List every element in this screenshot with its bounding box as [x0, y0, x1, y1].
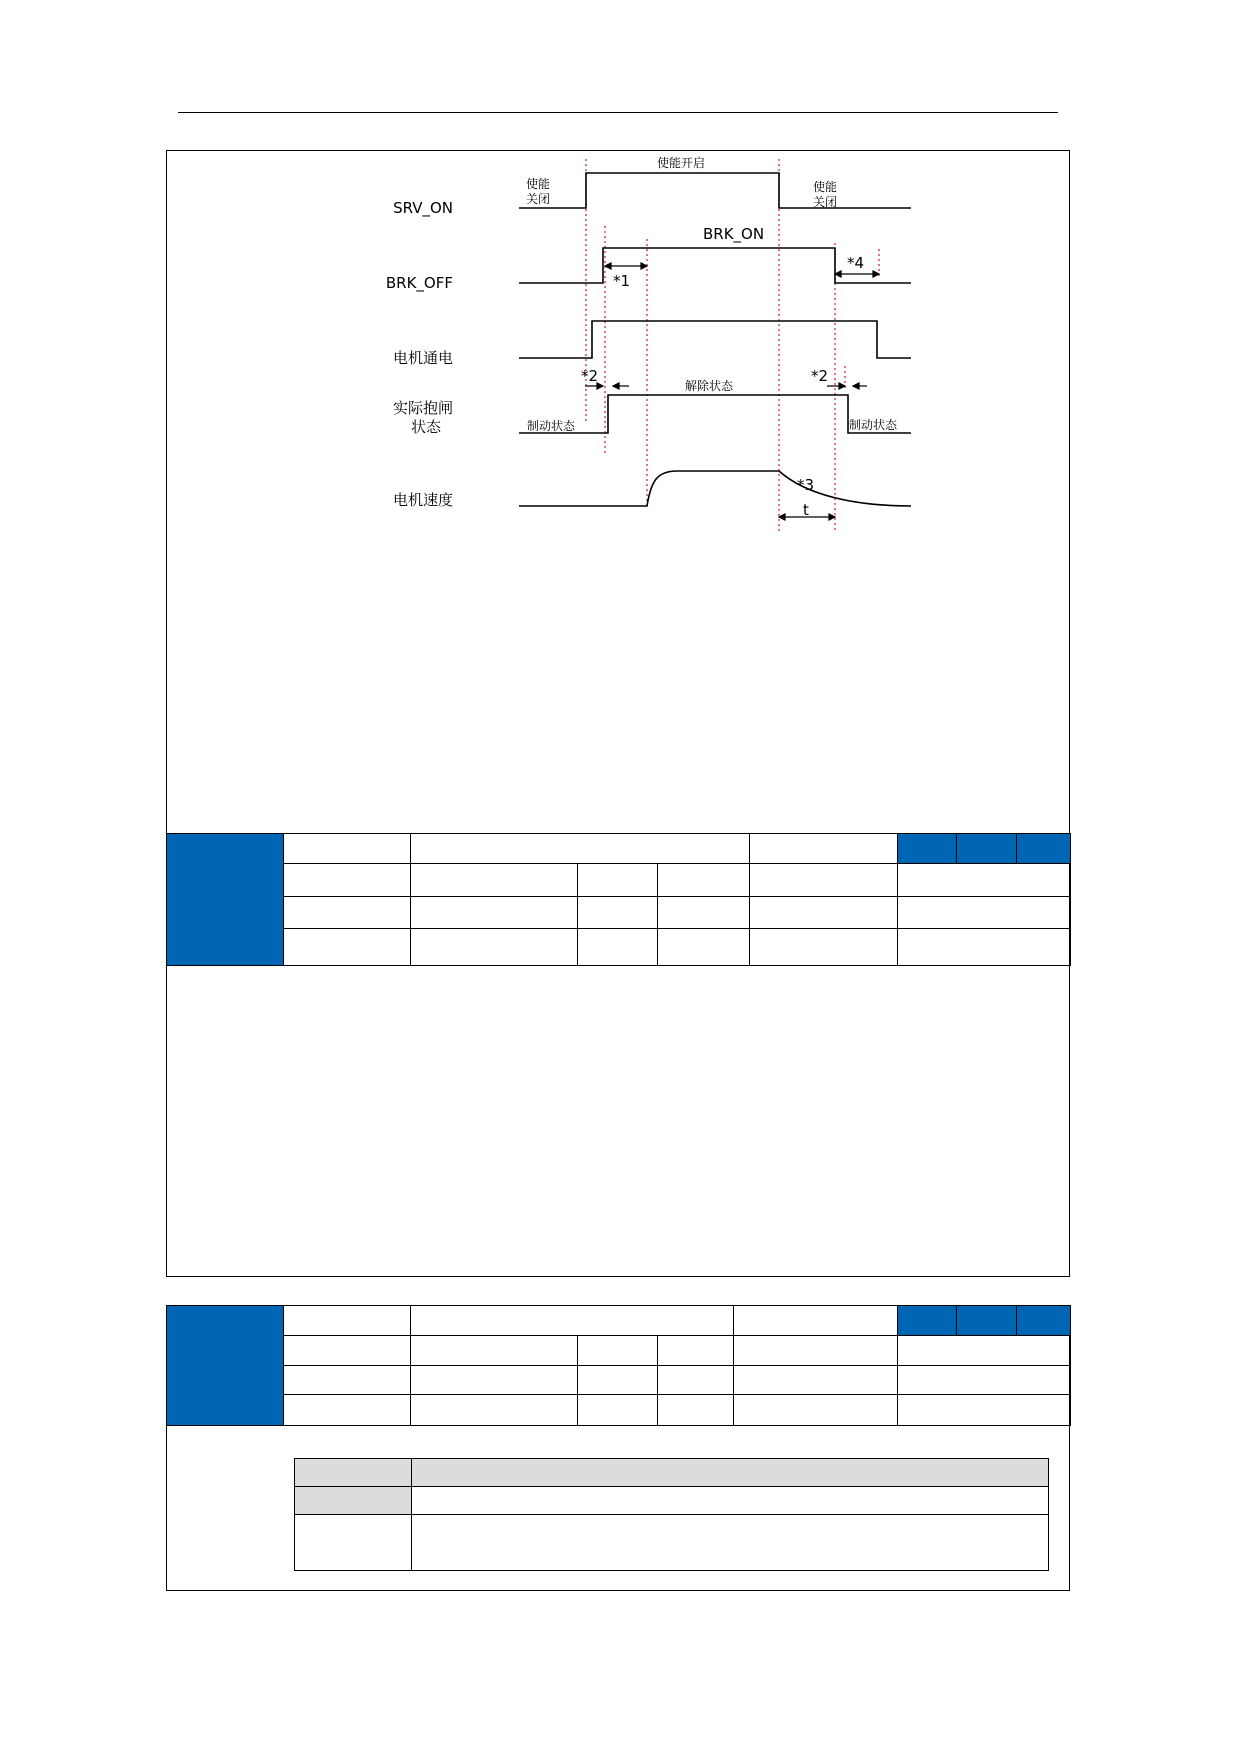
enable-off-right-line1: 使能	[813, 180, 838, 194]
table-cell	[898, 897, 1071, 929]
table-cell	[411, 834, 750, 864]
note-2-right-label: *2	[811, 367, 829, 385]
table-cell	[578, 1366, 658, 1395]
table-cell	[411, 1336, 578, 1366]
table-cell	[578, 1336, 658, 1366]
timing-guide-lines	[586, 159, 879, 531]
enable-off-left-line1: 使能	[526, 177, 551, 191]
table-cell	[898, 1395, 1071, 1426]
table-cell	[750, 897, 898, 929]
mode-flag-cell	[1017, 834, 1071, 864]
table-cell	[658, 929, 750, 966]
table-cell	[578, 929, 658, 966]
param-code-cell	[167, 1306, 284, 1426]
srv-on-waveform	[519, 173, 911, 208]
brake-state-right-label: 制动状态	[849, 418, 898, 432]
table-cell	[658, 864, 750, 897]
brk-on-label: BRK_ON	[703, 225, 765, 243]
table-cell	[284, 1306, 411, 1336]
table-cell	[284, 834, 411, 864]
brake-state-label-line1: 实际抱闸	[392, 399, 453, 417]
table-cell	[578, 1395, 658, 1426]
table-cell	[898, 929, 1071, 966]
table-cell	[898, 1366, 1071, 1395]
table-cell	[284, 897, 411, 929]
setting-desc-cell	[412, 1515, 1049, 1571]
table-cell	[284, 1395, 411, 1426]
setting-value-cell	[295, 1487, 412, 1515]
table-cell	[411, 1366, 578, 1395]
table-cell	[734, 1306, 898, 1336]
setting-header-cell	[295, 1459, 412, 1487]
header-rule	[178, 112, 1058, 113]
brake-state-label-line2: 状态	[410, 418, 441, 436]
table-cell	[411, 1395, 578, 1426]
table-cell	[658, 1366, 734, 1395]
setting-value-cell	[295, 1515, 412, 1571]
release-state-label: 解除状态	[685, 379, 734, 393]
mode-flag-cell	[957, 834, 1017, 864]
table-cell	[284, 864, 411, 897]
table-cell	[750, 834, 898, 864]
brake-state-left-label: 制动状态	[527, 419, 576, 433]
table-cell	[898, 1336, 1071, 1366]
setting-value-table	[294, 1458, 1049, 1571]
enable-off-right-line2: 关闭	[813, 195, 838, 209]
note-2-left-label: *2	[581, 367, 599, 385]
table-cell	[734, 1336, 898, 1366]
brk-off-label: BRK_OFF	[385, 274, 453, 292]
motor-power-waveform	[519, 321, 911, 358]
table-cell	[411, 1306, 734, 1336]
table-cell	[411, 864, 578, 897]
table-cell	[658, 1336, 734, 1366]
table-cell	[734, 1395, 898, 1426]
mode-flag-cell	[957, 1306, 1017, 1336]
mode-flag-cell	[898, 1306, 957, 1336]
table-cell	[578, 897, 658, 929]
param-code-cell	[167, 834, 284, 966]
table-cell	[750, 864, 898, 897]
table-cell	[750, 929, 898, 966]
table-cell	[898, 864, 1071, 897]
enable-off-left-line2: 关闭	[526, 192, 551, 206]
note-1-label: *1	[613, 272, 631, 290]
srv-on-label: SRV_ON	[393, 199, 453, 217]
content-panel-2	[166, 1305, 1070, 1591]
mode-flag-cell	[1017, 1306, 1071, 1336]
brake-timing-diagram	[167, 151, 1069, 711]
mode-flag-cell	[898, 834, 957, 864]
enable-on-label: 使能开启	[657, 156, 706, 170]
setting-header-cell	[412, 1459, 1049, 1487]
table-cell	[284, 1336, 411, 1366]
table-cell	[284, 929, 411, 966]
table-cell	[734, 1366, 898, 1395]
content-panel-1	[166, 150, 1070, 1277]
note-3-label: *3	[797, 476, 815, 494]
note-4-label: *4	[847, 254, 865, 272]
time-t-label: t	[803, 501, 809, 519]
parameter-table-1	[166, 833, 1071, 966]
setting-desc-cell	[412, 1487, 1049, 1515]
motor-speed-waveform	[519, 471, 911, 506]
parameter-table-2	[166, 1305, 1071, 1426]
table-cell	[284, 1366, 411, 1395]
table-cell	[411, 929, 578, 966]
table-cell	[578, 864, 658, 897]
motor-speed-label: 电机速度	[392, 491, 453, 509]
table-cell	[411, 897, 578, 929]
table-cell	[658, 1395, 734, 1426]
motor-power-label: 电机通电	[392, 349, 453, 367]
table-cell	[658, 897, 750, 929]
